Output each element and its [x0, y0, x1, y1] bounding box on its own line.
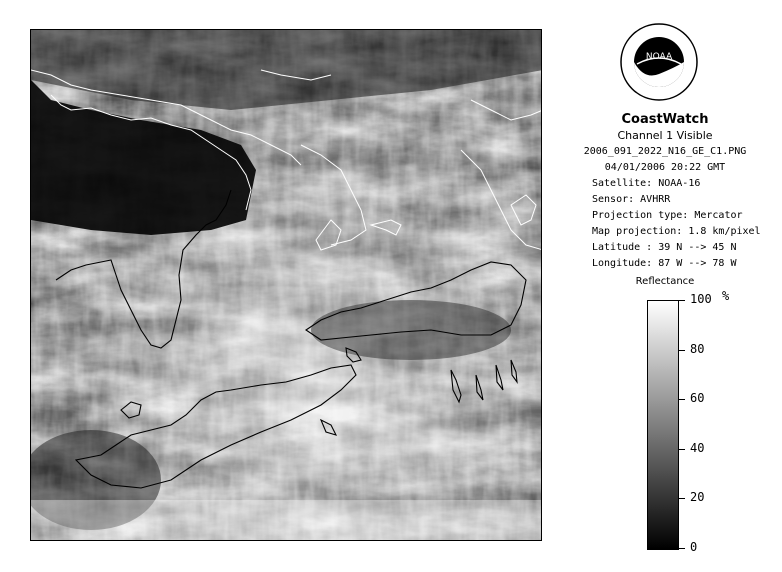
legend-tick — [679, 399, 685, 400]
logo-center-text: NOAA — [645, 52, 673, 62]
legend-title: Reflectance — [635, 276, 695, 287]
legend-tick — [679, 498, 685, 499]
legend-tick — [679, 300, 685, 301]
channel-label: Channel 1 Visible — [617, 129, 713, 142]
satellite-info: Satellite: NOAA-16 — [592, 178, 701, 189]
legend-tick-label: 20 — [690, 490, 705, 505]
date-time: 04/01/2006 20:22 GMT — [604, 162, 726, 173]
reflectance-colorbar — [647, 300, 679, 550]
legend-tick — [679, 548, 685, 549]
legend-tick-label: 40 — [690, 440, 705, 455]
legend-tick-label: 100 — [690, 292, 712, 306]
noaa-logo — [619, 22, 699, 102]
filename: 2006_091_2022_N16_GE_C1.PNG — [583, 146, 747, 157]
legend-tick-label: 80 — [690, 341, 705, 356]
projection-type: Projection type: Mercator — [592, 210, 743, 221]
legend-tick-label: 0 — [690, 540, 698, 554]
lake-ontario-shadow — [311, 300, 511, 360]
satellite-map — [30, 29, 542, 541]
bottom-bright-band — [31, 500, 542, 541]
longitude-range: Longitude: 87 W --> 78 W — [592, 258, 737, 269]
sensor-info: Sensor: AVHRR — [592, 194, 671, 205]
legend-unit: % — [722, 289, 730, 303]
latitude-range: Latitude : 39 N --> 45 N — [592, 242, 737, 253]
product-title: CoastWatch — [621, 112, 709, 127]
legend-tick-label: 60 — [690, 391, 705, 406]
legend-tick — [679, 350, 685, 351]
satellite-image — [31, 30, 542, 541]
legend-tick — [679, 449, 685, 450]
map-projection: Map projection: 1.8 km/pixel — [592, 226, 761, 237]
